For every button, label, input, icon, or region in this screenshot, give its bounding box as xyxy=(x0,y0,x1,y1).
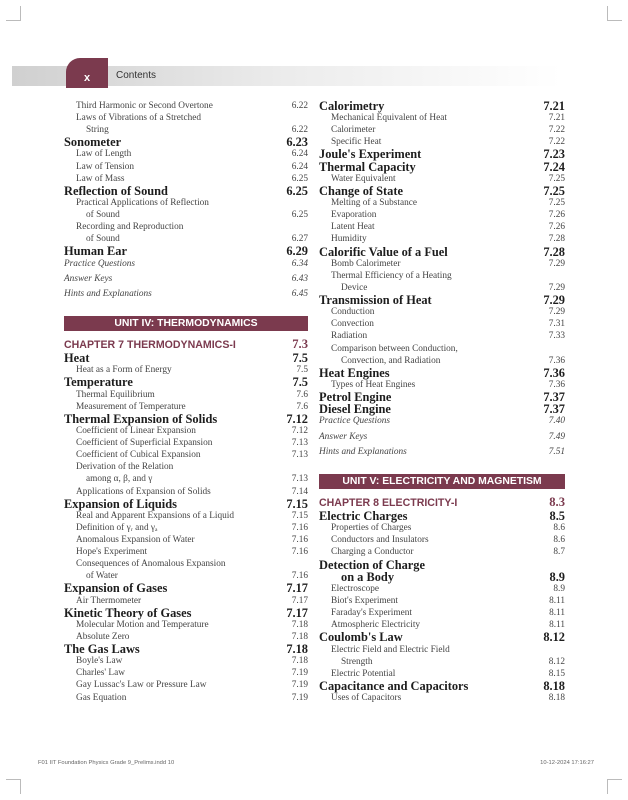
toc-entry-page: 7.26 xyxy=(548,210,565,221)
toc-entry-title: Electric Charges xyxy=(319,509,408,524)
toc-subtopic-continued xyxy=(64,473,308,485)
toc-entry-page: 7.22 xyxy=(548,125,565,136)
toc-subtopic xyxy=(64,534,308,546)
toc-entry-page: 7.51 xyxy=(548,446,565,457)
toc-entry-page: 7.33 xyxy=(548,331,565,342)
toc-entry-title: Reflection of Sound xyxy=(64,183,168,198)
toc-entry-page: 7.23 xyxy=(543,147,565,162)
toc-entry-title: Conductors and Insulators xyxy=(331,535,429,546)
toc-entry-title: Derivation of the Relation xyxy=(76,462,174,473)
toc-subtopic xyxy=(319,221,565,233)
toc-subtopic xyxy=(64,558,308,570)
toc-entry-title: Electric Field and Electric Field xyxy=(331,644,450,655)
toc-entry-page: 7.6 xyxy=(296,389,308,400)
toc-entry-page: 7.13 xyxy=(291,438,308,449)
toc-end-matter xyxy=(64,273,308,285)
toc-entry-title: Practice Questions xyxy=(64,258,136,269)
toc-entry-title: Thermal Equilibrium xyxy=(76,389,155,400)
toc-entry-page: 7.17 xyxy=(291,595,308,606)
toc-entry-page: 6.29 xyxy=(286,244,308,259)
toc-subtopic xyxy=(319,692,565,704)
toc-entry-page: 7.21 xyxy=(543,99,565,113)
toc-subtopic xyxy=(319,209,565,221)
toc-entry-page: 7.25 xyxy=(548,173,565,184)
toc-end-matter xyxy=(319,446,565,458)
toc-entry-title: Capacitance and Capacitors xyxy=(319,678,469,693)
toc-entry-title: Charles' Law xyxy=(76,668,125,679)
toc-entry-title: Calorific Value of a Fuel xyxy=(319,244,448,259)
toc-topic xyxy=(319,148,565,160)
toc-subtopic xyxy=(64,437,308,449)
toc-entry-title: Uses of Capacitors xyxy=(331,692,402,703)
toc-entry-title: of Water xyxy=(86,571,118,582)
toc-entry-title: Practical Applications of Reflection xyxy=(76,197,209,208)
toc-entry-page: 8.18 xyxy=(543,678,565,693)
toc-subtopic xyxy=(319,534,565,546)
toc-topic xyxy=(319,403,565,415)
toc-subtopic xyxy=(64,486,308,498)
toc-subtopic xyxy=(64,619,308,631)
toc-entry-title: Sonometer xyxy=(64,135,122,150)
toc-topic xyxy=(64,582,308,594)
toc-subtopic xyxy=(64,510,308,522)
toc-entry-title: Conduction xyxy=(331,307,375,318)
toc-subtopic xyxy=(319,343,565,355)
toc-subtopic xyxy=(64,449,308,461)
toc-entry-title: Boyle's Law xyxy=(76,656,123,667)
toc-entry-title: Petrol Engine xyxy=(319,390,392,405)
toc-subtopic xyxy=(64,389,308,401)
toc-entry-page: 6.25 xyxy=(291,210,308,221)
toc-entry-page: 7.15 xyxy=(286,496,308,511)
toc-entry-title: Gas Equation xyxy=(76,692,127,703)
toc-entry-title: Hints and Explanations xyxy=(64,288,152,299)
toc-entry-page: 6.34 xyxy=(291,258,308,269)
toc-entry-page: 8.18 xyxy=(548,692,565,703)
toc-subtopic xyxy=(319,112,565,124)
toc-entry-page: 7.14 xyxy=(291,486,308,497)
toc-entry-page: 8.9 xyxy=(549,569,565,584)
toc-end-matter xyxy=(319,431,565,443)
toc-entry-page: 6.45 xyxy=(291,288,308,299)
toc-entry-page: 8.7 xyxy=(553,547,565,558)
toc-entry-title: Applications of Expansion of Solids xyxy=(76,486,211,497)
toc-entry-page: 7.36 xyxy=(543,365,565,380)
toc-entry-title: Radiation xyxy=(331,331,368,342)
toc-entry-page: 7.15 xyxy=(291,510,308,521)
toc-entry-title: Thermal Expansion of Solids xyxy=(64,411,218,426)
toc-entry-title: among α, β, and γ xyxy=(86,474,153,485)
toc-entry-title: Mechanical Equivalent of Heat xyxy=(331,113,447,124)
toc-subtopic-continued xyxy=(64,209,308,221)
toc-entry-title: Diesel Engine xyxy=(319,402,391,417)
toc-entry-page: 6.22 xyxy=(291,125,308,136)
toc-topic xyxy=(319,294,565,306)
toc-entry-title: Molecular Motion and Temperature xyxy=(76,619,209,630)
toc-entry-title: Coulomb's Law xyxy=(319,630,403,645)
toc-subtopic xyxy=(64,100,308,112)
toc-entry-page: 7.29 xyxy=(548,307,565,318)
toc-entry-title: Charging a Conductor xyxy=(331,547,414,558)
toc-entry-page: 7.28 xyxy=(548,234,565,245)
crop-mark-top-left xyxy=(6,6,21,21)
toc-topic xyxy=(319,161,565,173)
toc-entry-page: 8.3 xyxy=(549,495,565,510)
toc-entry-title: Humidity xyxy=(331,234,367,245)
toc-subtopic xyxy=(319,522,565,534)
toc-entry-title: Joule's Experiment xyxy=(319,147,422,162)
toc-subtopic xyxy=(64,655,308,667)
toc-topic xyxy=(64,136,308,148)
toc-subtopic xyxy=(64,667,308,679)
toc-entry-title: Water Equivalent xyxy=(331,173,396,184)
toc-entry-title: Atmospheric Electricity xyxy=(331,620,421,631)
toc-entry-page: 6.27 xyxy=(291,234,308,245)
toc-entry-title: Law of Mass xyxy=(76,173,125,184)
toc-entry-title: Laws of Vibrations of a Stretched xyxy=(76,113,202,124)
page-number: x xyxy=(83,72,91,84)
toc-entry-title: Thermal Efficiency of a Heating xyxy=(331,270,452,281)
toc-entry-title: Thermal Capacity xyxy=(319,159,416,174)
toc-entry-title: Convection xyxy=(331,319,374,330)
toc-entry-title: Coefficient of Cubical Expansion xyxy=(76,450,201,461)
toc-entry-title: Law of Tension xyxy=(76,161,135,172)
spacer xyxy=(64,300,308,310)
toc-subtopic xyxy=(319,270,565,282)
toc-topic xyxy=(319,510,565,522)
toc-subtopic xyxy=(319,595,565,607)
toc-entry-page: 7.17 xyxy=(286,581,308,596)
toc-chapter-heading xyxy=(64,337,308,352)
toc-subtopic xyxy=(64,522,308,534)
toc-entry-page: 7.5 xyxy=(292,351,308,366)
page-number-tab xyxy=(66,58,108,88)
toc-entry-page: 7.17 xyxy=(286,605,308,620)
toc-topic xyxy=(319,246,565,258)
toc-entry-title: Device xyxy=(341,282,368,293)
toc-entry-title: Change of State xyxy=(319,183,403,198)
toc-entry-page: 8.15 xyxy=(548,668,565,679)
toc-subtopic xyxy=(319,306,565,318)
toc-subtopic xyxy=(319,124,565,136)
toc-subtopic xyxy=(319,583,565,595)
toc-entry-page: 8.9 xyxy=(553,583,565,594)
toc-entry-page: 6.24 xyxy=(291,161,308,172)
toc-topic xyxy=(64,352,308,364)
toc-entry-page: 7.19 xyxy=(291,668,308,679)
toc-entry-title: Expansion of Gases xyxy=(64,581,168,596)
toc-entry-title: Definition of γᵣ and γₐ xyxy=(76,522,158,533)
toc-subtopic xyxy=(64,425,308,437)
toc-entry-page: 7.29 xyxy=(548,258,565,269)
toc-entry-title: Answer Keys xyxy=(319,431,368,442)
toc-entry-page: 8.6 xyxy=(553,523,565,534)
toc-subtopic-continued xyxy=(319,355,565,367)
crop-mark-bottom-left xyxy=(6,779,21,794)
toc-entry-page: 7.6 xyxy=(296,401,308,412)
toc-entry-page: 6.22 xyxy=(291,101,308,111)
toc-entry-page: 7.25 xyxy=(548,198,565,209)
toc-entry-page: 6.43 xyxy=(291,273,308,284)
crop-mark-bottom-right xyxy=(607,779,622,794)
toc-entry-page: 7.5 xyxy=(292,375,308,390)
toc-entry-page: 7.16 xyxy=(291,535,308,545)
toc-entry-page: 7.26 xyxy=(548,222,565,233)
toc-subtopic xyxy=(319,668,565,680)
crop-mark-top-right xyxy=(607,6,622,21)
toc-entry-page: 6.23 xyxy=(286,135,308,150)
toc-subtopic xyxy=(319,318,565,330)
toc-entry-page: 7.18 xyxy=(286,642,308,657)
toc-subtopic xyxy=(319,546,565,558)
toc-topic xyxy=(64,245,308,257)
toc-topic xyxy=(319,367,565,379)
toc-entry-page: 7.3 xyxy=(292,337,308,352)
toc-entry-title: Convection, and Radiation xyxy=(341,355,441,366)
page-title: Contents xyxy=(116,70,157,81)
toc-entry-title: Specific Heat xyxy=(331,137,382,148)
toc-subtopic xyxy=(64,161,308,173)
toc-entry-page: 8.5 xyxy=(549,509,565,524)
toc-entry-title: The Gas Laws xyxy=(64,642,140,657)
toc-entry-title: Coefficient of Linear Expansion xyxy=(76,426,196,437)
toc-topic xyxy=(64,607,308,619)
toc-entry-page: 7.18 xyxy=(291,631,308,642)
toc-entry-page: 7.36 xyxy=(548,355,565,366)
toc-entry-page: 7.18 xyxy=(291,656,308,667)
toc-topic xyxy=(319,185,565,197)
toc-entry-title: Law of Length xyxy=(76,149,132,160)
toc-entry-page: 7.21 xyxy=(548,113,565,124)
toc-entry-title: Detection of Charge xyxy=(319,557,425,572)
toc-entry-page: 7.19 xyxy=(291,680,308,691)
toc-entry-title: Latent Heat xyxy=(331,222,375,233)
toc-entry-page: 7.19 xyxy=(291,692,308,703)
toc-subtopic-continued xyxy=(319,656,565,668)
toc-end-matter xyxy=(319,415,565,427)
toc-entry-page: 8.11 xyxy=(549,620,565,631)
toc-entry-title: Absolute Zero xyxy=(76,631,130,642)
toc-entry-title: Consequences of Anomalous Expansion xyxy=(76,559,226,570)
toc-entry-title: Coefficient of Superficial Expansion xyxy=(76,438,213,449)
toc-entry-title: Air Thermometer xyxy=(76,595,142,606)
toc-topic xyxy=(319,631,565,643)
toc-entry-title: Third Harmonic or Second Overtone xyxy=(76,101,213,111)
toc-entry-title: Types of Heat Engines xyxy=(331,379,416,390)
toc-entry-title: Bomb Calorimeter xyxy=(331,258,401,269)
toc-chapter-heading xyxy=(319,495,565,510)
toc-end-matter xyxy=(64,258,308,270)
toc-entry-page: 7.37 xyxy=(543,390,565,405)
toc-entry-title: Practice Questions xyxy=(319,416,391,427)
toc-entry-title: Answer Keys xyxy=(64,273,113,284)
toc-entry-title: Electric Potential xyxy=(331,668,396,679)
toc-topic xyxy=(64,413,308,425)
toc-subtopic xyxy=(64,173,308,185)
toc-end-matter xyxy=(64,288,308,300)
toc-entry-page: 7.24 xyxy=(543,159,565,174)
toc-entry-title: Comparison between Conduction, xyxy=(331,343,458,354)
toc-entry-page: 7.29 xyxy=(548,282,565,293)
toc-entry-page: 8.12 xyxy=(548,656,565,667)
toc-topic xyxy=(64,498,308,510)
toc-entry-title: Calorimetry xyxy=(319,99,385,113)
toc-subtopic xyxy=(64,461,308,473)
toc-entry-page: 7.49 xyxy=(548,431,565,442)
footer-file-name: F01 IIT Foundation Physics Grade 9_Prelims.indd 10 xyxy=(38,760,175,766)
toc-topic xyxy=(319,100,565,112)
toc-entry-title: Electroscope xyxy=(331,583,380,594)
toc-entry-title: Calorimeter xyxy=(331,125,376,136)
toc-entry-page: 6.25 xyxy=(286,183,308,198)
toc-entry-title: Recording and Reproduction xyxy=(76,222,184,233)
toc-topic xyxy=(319,559,565,571)
toc-subtopic xyxy=(64,148,308,160)
toc-subtopic xyxy=(319,233,565,245)
toc-subtopic xyxy=(64,679,308,691)
toc-subtopic xyxy=(64,692,308,704)
toc-entry-page: 8.11 xyxy=(549,608,565,619)
toc-entry-page: 6.24 xyxy=(291,149,308,160)
toc-entry-title: Transmission of Heat xyxy=(319,293,432,308)
toc-subtopic xyxy=(64,197,308,209)
toc-entry-page: 8.11 xyxy=(549,596,565,607)
toc-entry-page: 7.40 xyxy=(548,416,565,427)
toc-entry-page: 7.12 xyxy=(291,426,308,437)
toc-entry-page: 7.29 xyxy=(543,293,565,308)
toc-topic xyxy=(64,376,308,388)
toc-entry-page: 7.13 xyxy=(291,474,308,485)
footer-timestamp: 10-12-2024 17:16:27 xyxy=(540,760,594,766)
toc-entry-title: Heat xyxy=(64,351,90,366)
toc-entry-page: 7.31 xyxy=(548,319,565,330)
toc-subtopic xyxy=(319,258,565,270)
toc-topic xyxy=(319,680,565,692)
toc-entry-title: Melting of a Substance xyxy=(331,198,417,209)
unit-heading: UNIT V: ELECTRICITY AND MAGNETISM xyxy=(319,474,565,489)
toc-entry-title: Properties of Charges xyxy=(331,523,412,534)
toc-entry-title: Kinetic Theory of Gases xyxy=(64,605,192,620)
toc-entry-title: Biot's Experiment xyxy=(331,596,399,607)
toc-entry-title: Human Ear xyxy=(64,244,127,259)
toc-entry-page: 7.16 xyxy=(291,522,308,533)
toc-entry-page: 6.25 xyxy=(291,173,308,184)
toc-subtopic xyxy=(64,112,308,124)
toc-subtopic xyxy=(319,644,565,656)
toc-topic xyxy=(64,185,308,197)
toc-entry-page: 7.28 xyxy=(543,244,565,259)
toc-entry-page: 7.5 xyxy=(296,365,308,376)
toc-entry-page: 7.18 xyxy=(291,619,308,630)
toc-entry-title: Evaporation xyxy=(331,210,377,221)
toc-entry-page: 7.13 xyxy=(291,450,308,461)
toc-entry-title: Measurement of Temperature xyxy=(76,401,186,412)
toc-entry-title: Temperature xyxy=(64,375,133,390)
toc-entry-title: String xyxy=(86,125,109,136)
toc-entry-page: 7.37 xyxy=(543,402,565,417)
toc-entry-title: Faraday's Experiment xyxy=(331,608,412,619)
toc-entry-title: Real and Apparent Expansions of a Liquid xyxy=(76,510,235,521)
toc-entry-title: CHAPTER 8 ELECTRICITY-I xyxy=(319,497,458,510)
toc-entry-title: Hints and Explanations xyxy=(319,446,407,457)
toc-subtopic xyxy=(64,546,308,558)
toc-subtopic xyxy=(319,607,565,619)
unit-heading: UNIT IV: THERMODYNAMICS xyxy=(64,316,308,331)
toc-topic xyxy=(64,643,308,655)
toc-entry-page: 7.22 xyxy=(548,137,565,148)
toc-entry-page: 8.6 xyxy=(553,535,565,546)
toc-entry-title: Strength xyxy=(341,656,373,667)
toc-entry-title: Expansion of Liquids xyxy=(64,496,177,511)
toc-entry-page: 8.12 xyxy=(543,630,565,645)
toc-subtopic xyxy=(64,221,308,233)
toc-entry-title: Heat Engines xyxy=(319,365,390,380)
toc-entry-title: CHAPTER 7 THERMODYNAMICS-I xyxy=(64,339,236,352)
toc-entry-title: on a Body xyxy=(341,569,395,584)
spacer xyxy=(319,458,565,468)
toc-subtopic xyxy=(319,197,565,209)
toc-entry-title: Hope's Experiment xyxy=(76,547,148,558)
toc-entry-title: of Sound xyxy=(86,210,120,221)
toc-topic-continued xyxy=(319,571,565,583)
toc-entry-title: of Sound xyxy=(86,234,120,245)
toc-subtopic xyxy=(64,595,308,607)
contents-right-column xyxy=(319,100,565,704)
toc-entry-title: Heat as a Form of Energy xyxy=(76,365,172,376)
contents-left-column xyxy=(64,100,308,704)
toc-entry-page: 7.12 xyxy=(286,411,308,426)
toc-subtopic xyxy=(319,330,565,342)
toc-entry-title: Anomalous Expansion of Water xyxy=(76,535,195,545)
toc-entry-page: 7.16 xyxy=(291,547,308,558)
toc-entry-page: 7.25 xyxy=(543,183,565,198)
toc-entry-page: 7.16 xyxy=(291,571,308,582)
toc-entry-title: Gay Lussac's Law or Pressure Law xyxy=(76,680,207,691)
toc-entry-page: 7.36 xyxy=(548,379,565,390)
